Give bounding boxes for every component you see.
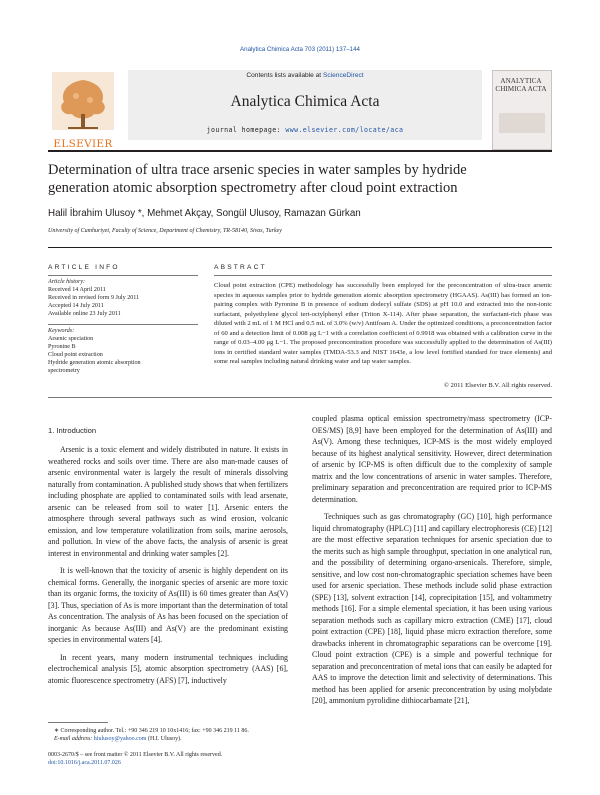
homepage-label: journal homepage: — [206, 126, 286, 134]
article-info-rule — [48, 275, 198, 276]
email-note — [54, 735, 294, 743]
keywords-label: Keywords: — [48, 328, 75, 334]
abstract-heading: ABSTRACT — [214, 264, 267, 271]
journal-citation: Analytica Chimica Acta 703 (2011) 137–144 — [240, 46, 360, 53]
author-affiliation: University of Cumhuriyet, Faculty of Science, Department of Chemistry, TR-58140, Sivas, Turkey — [48, 228, 282, 234]
journal-name: Analytica Chimica Acta — [230, 93, 380, 110]
elsevier-tree-icon — [48, 70, 118, 132]
front-matter-rule — [48, 247, 552, 248]
history-label: Article history: — [48, 279, 86, 285]
masthead-rule — [48, 150, 552, 152]
email-owner: (H.I. Ulusoy). — [146, 736, 182, 742]
cover-title: ANALYTICA CHIMICA ACTA — [495, 77, 547, 93]
homepage-link[interactable]: www.elsevier.com/locate/aca — [285, 126, 404, 134]
footnote-rule — [48, 722, 108, 723]
keywords-block — [48, 328, 198, 375]
article-title: Determination of ultra trace arsenic species in water samples by hydride generation atomic absorption spectrometry after cloud point extraction — [48, 162, 467, 196]
keyword-item: Hydride generation atomic absorption — [48, 359, 141, 366]
body-paragraph: Arsenic is a toxic element and widely distributed in nature. It exists in weathered rocks and soils over time. There are also man-made causes of arsenic environmental water is largely the result of minerals dissolving naturally from contamination. A published study shows that when fertilizers including phosphate are applied to contaminated soils with lead arsenate, arsenic can be released from soil to water [1]. Arsenic enters the atmosphere through several pathways such as wind erosion, volcanic emission, and low temperature volatilization from soils, marine aerosols, and pollution. In view of the above facts, the analysis of arsenic is great interest in environmental and drinking water samples [2]. — [48, 445, 288, 558]
journal-masthead — [48, 60, 552, 148]
body-paragraph: coupled plasma optical emission spectrometry/mass spectrometry (ICP-OES/MS) [8,9] have been employed for the determination of As(III) and As(V). Among these techniques, ICP-MS is the most widely employed because of its highest analytical sensitivity. However, direct determination of arsenic by ICP-MS is often difficult due to the complexity of sample matrix and the low concentrations of arsenic in water samples. Therefore, preliminary separation and preconcentration are required prior to ICP-MS determination. — [312, 414, 552, 504]
abstract-bottom-rule — [48, 397, 552, 398]
email-label: E-mail address: — [54, 736, 94, 742]
article-authors: Halil İbrahim Ulusoy *, Mehmet Akçay, Songül Ulusoy, Ramazan Gürkan — [48, 208, 361, 219]
sciencedirect-link[interactable]: ScienceDirect — [322, 72, 364, 79]
contents-prefix: Contents lists available at — [246, 72, 323, 79]
history-item: Received in revised form 9 July 2011 — [48, 294, 140, 301]
body-paragraph: It is well-known that the toxicity of arsenic is highly dependent on its chemical forms. Generally, the inorganic species of arsenic are more toxic than its organic forms, the toxicity of As(III) is 60 times greater than As(V) [3]. Thus, speciation of As is more important than the determination of total As concentration. The analysis of As has been focused on the speciation of inorganic As because As(III) and As(V) are the predominant existing species in environmental waters [4]. — [48, 566, 288, 644]
article-info-heading: ARTICLE INFO — [48, 264, 120, 271]
abstract-text: Cloud point extraction (CPE) methodology has successfully been employed for the preconcentration of ultra-trace arsenic species in aqueous samples prior to hydride generation atomic absorption spectrometry (HGAAS). As(III) has formed an ion-pairing complex with Pyronine B in presence of sodium dodecyl sulfate (SDS) at pH 10.0 and extracted into the non-ionic surfactant, polyethylene glycol tert-octylphenyl ether (Triton X-114). After phase separation, the surfactant-rich phase was diluted with 2 mL of 1 M HCl and 0.5 mL of 3.0% (w/v) Antifoam A. Under the optimized conditions, a preconcentration factor of 60 and a detection limit of 0.008 μg L−1 with a correlation coefficient of 0.9918 was obtained with a calibration curve in the range of 0.03–4.00 μg L−1. The proposed preconcentration procedure was successfully applied to the determination of As(III) ions in certified standard water samples (TMDA-53.3 and NIST 1643e, a low level fortified standard for trace elements) and some real samples including natural drinking water and tap water samples. — [214, 282, 552, 365]
body-right-column — [312, 413, 552, 707]
history-item: Received 14 April 2011 — [48, 286, 106, 293]
journal-homepage — [128, 126, 482, 134]
email-link[interactable]: hiulusoy@yahoo.com — [93, 736, 147, 742]
abstract-rule — [214, 275, 552, 276]
keyword-item: Pyronine B — [48, 343, 76, 350]
publisher-name: ELSEVIER — [53, 138, 113, 150]
body-paragraph: Techniques such as gas chromatography (GC) [10], high performance liquid chromatography (HPLC) [11] and capillary electrophoresis (CE) [12] are the most effective separation techniques for arsenic speciation due to the merits such as high sample throughput, speciation in one analytical run, and the possibility of determining organo-arsenicals. Therefore, simple, sensitive, and low cost non-chromatographic speciation schemes have been used for arsenic speciation. These methods include solid phase extraction (SPE) [13], solvent extraction [14], coprecipitation [15], and voltammetry methods [16]. For a simple elemental speciation, it has been using various separation methods such as capillary micro extraction (CME) [17], cloud point extraction (CPE) [18], liquid phase micro extraction therefore, some drawbacks inherent in chromatographic separations can be overcome [19]. Cloud point extraction (CPE) is a simple and powerful technique for separation and preconcentration of metal ions that can easily be adapted for AAS to improve the detection limit and selectivity of determinations. This method has been applied for arsenic preconcentration by using molybdate [20], ammonium pyrolidine dithiocarbamate [21], — [312, 512, 552, 705]
cover-graphic — [499, 113, 545, 133]
section-heading-introduction: 1. Introduction — [48, 426, 97, 435]
keyword-item: Cloud point extraction — [48, 351, 103, 358]
issn-line: 0003-2670/$ – see front matter © 2011 Elsevier B.V. All rights reserved. — [48, 752, 223, 758]
elsevier-logo — [48, 70, 118, 150]
history-item: Available online 23 July 2011 — [48, 310, 121, 317]
doi-link[interactable]: doi:10.1016/j.aca.2011.07.026 — [48, 760, 121, 766]
keywords-rule — [48, 324, 198, 325]
abstract-copyright: © 2011 Elsevier B.V. All rights reserved. — [443, 382, 552, 389]
body-paragraph: In recent years, many modern instrumental techniques including electrochemical analysis [5], atomic absorption spectrometry (AAS) [6], atomic fluorescence spectrometry (AFS) [7], inductively — [48, 652, 288, 685]
corresponding-author-note: ∗ Corresponding author. Tel.: +90 346 219 10 10x1416; fax: +90 346 219 11 86. — [54, 728, 249, 734]
front-matter-info — [48, 751, 308, 767]
body-left-column — [48, 444, 288, 686]
footnotes — [54, 727, 294, 743]
keyword-item: Arsenic speciation — [48, 335, 94, 342]
article-history — [48, 279, 198, 319]
history-item: Accepted 14 July 2011 — [48, 302, 104, 309]
contents-availability — [128, 72, 482, 79]
keyword-item: spectrometry — [48, 367, 80, 374]
journal-cover-thumbnail — [492, 70, 552, 150]
